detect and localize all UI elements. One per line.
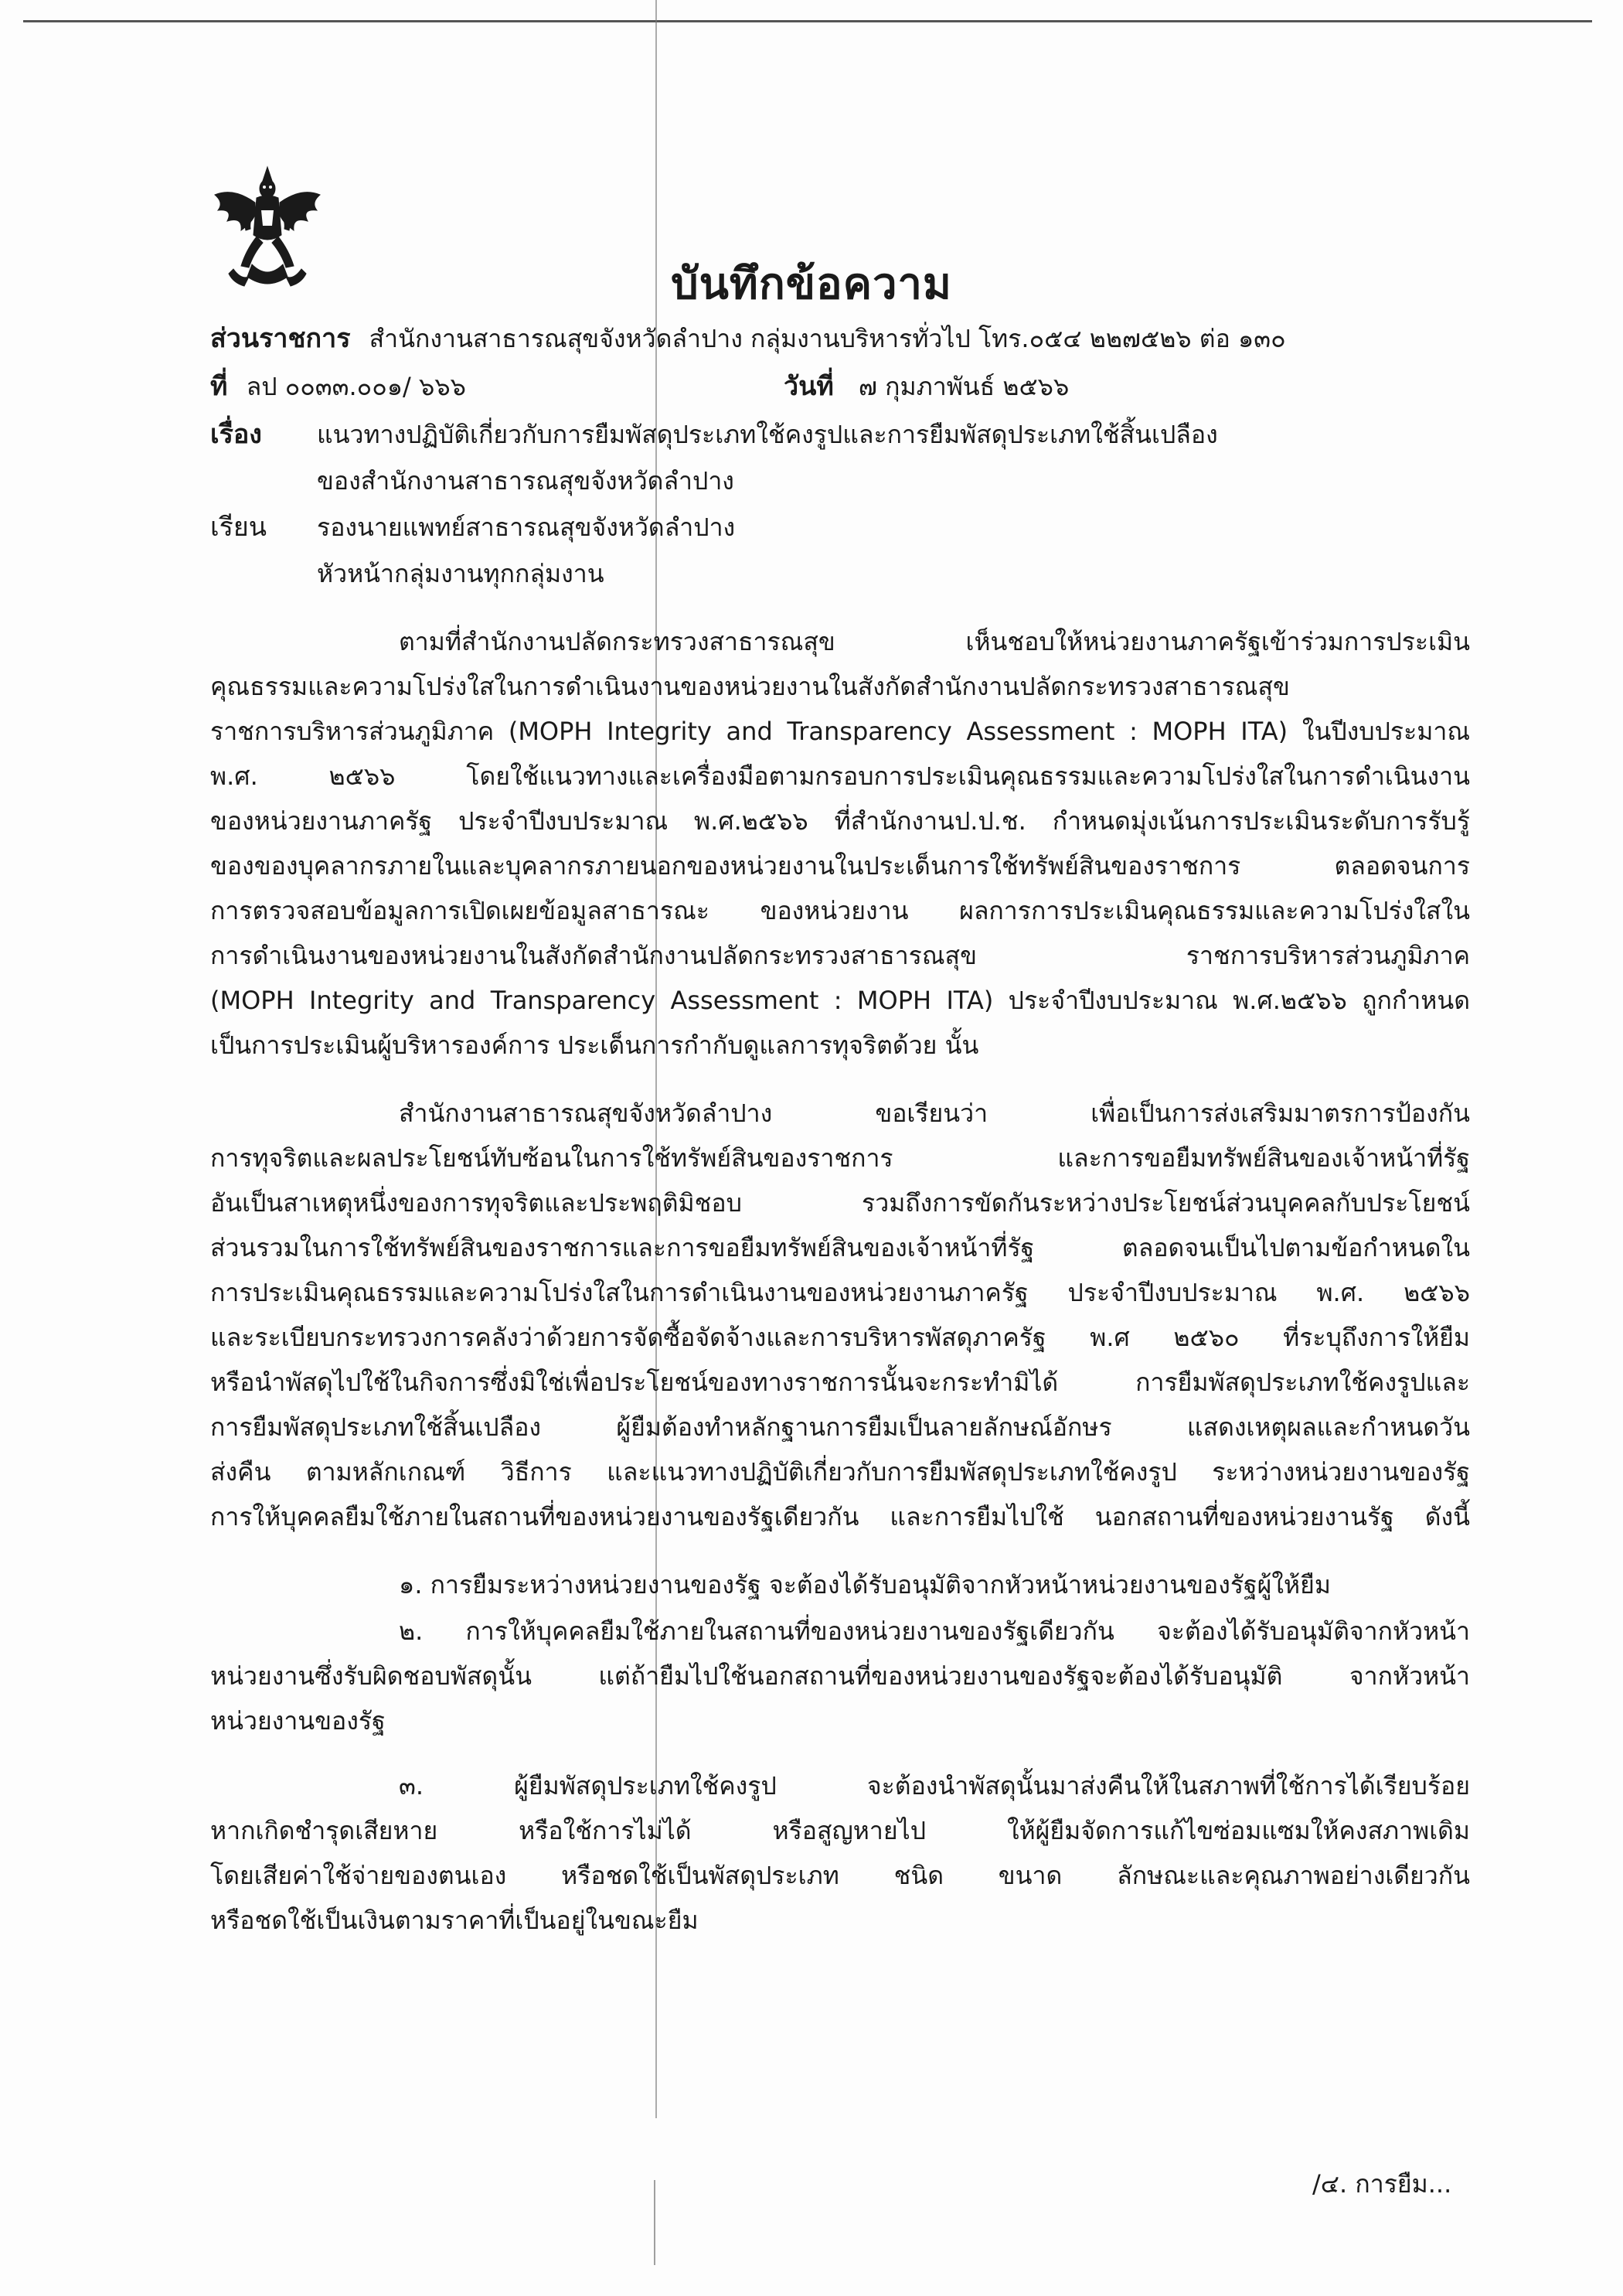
item-3-line: หากเกิดชำรุดเสียหาย หรือใช้การไม่ได้ หรือสูญหายไป ให้ผู้ยืมจัดการแก้ไขซ่อมแซมให้คงสภาพเดิม xyxy=(210,1816,1470,1845)
paragraph-2-line: การให้บุคคลยืมใช้ภายในสถานที่ของหน่วยงานของรัฐเดียวกัน และการยืมไปใช้ นอกสถานที่ของหน่วยงานรัฐ ดังนี้ xyxy=(210,1502,1470,1531)
item-2-line: หน่วยงานซึ่งรับผิดชอบพัสดุนั้น แต่ถ้ายืมไปใช้นอกสถานที่ของหน่วยงานของรัฐจะต้องได้รับอนุมัติ จากหัวหน้า xyxy=(210,1661,1470,1691)
fold-line-bottom xyxy=(654,2180,655,2265)
continuation-marker: /๔. การยืม... xyxy=(1312,2169,1452,2199)
subject-line-2: ของสำนักงานสาธารณสุขจังหวัดลำปาง xyxy=(317,466,734,496)
paragraph-2-line: การประเมินคุณธรรมและความโปร่งใสในการดำเนินงานของหน่วยงานภาครัฐ ประจำปีงบประมาณ พ.ศ. ๒๕๖๖ xyxy=(210,1278,1471,1307)
addressee-row xyxy=(210,512,267,543)
paragraph-2-line: ส่วนรวมในการใช้ทรัพย์สินของราชการและการขอยืมทรัพย์สินของเจ้าหน้าที่รัฐ ตลอดจนเป็นไปตามข้อกำหนดใน xyxy=(210,1233,1470,1262)
subject-row xyxy=(210,419,262,450)
item-3-line: ๓. ผู้ยืมพัสดุประเภทใช้คงรูป จะต้องนำพัสดุนั้นมาส่งคืนให้ในสภาพที่ใช้การได้เรียบร้อย xyxy=(399,1771,1470,1800)
agency-row xyxy=(210,323,1286,354)
paragraph-1-line: การตรวจสอบข้อมูลการเปิดเผยข้อมูลสาธารณะ ของหน่วยงาน ผลการการประเมินคุณธรรมและความโปร่งใสใน xyxy=(210,896,1470,925)
item-2-line: หน่วยงานของรัฐ xyxy=(210,1706,386,1736)
reference-number: ลป ๐๐๓๓.๐๐๑/ ๖๖๖ xyxy=(246,372,466,401)
paragraph-2-line: และระเบียบกระทรวงการคลังว่าด้วยการจัดซื้อจัดจ้างและการบริหารพัสดุภาครัฐ พ.ศ ๒๕๖๐ ที่ระบุถึงการให้ยืม xyxy=(210,1323,1471,1352)
addressee-label: เรียน xyxy=(210,512,267,543)
paragraph-1-line: ตามที่สำนักงานปลัดกระทรวงสาธารณสุข เห็นชอบให้หน่วยงานภาครัฐเข้าร่วมการประเมิน xyxy=(399,627,1470,656)
paragraph-2-line: สำนักงานสาธารณสุขจังหวัดลำปาง ขอเรียนว่า เพื่อเป็นการส่งเสริมมาตรการป้องกัน xyxy=(399,1099,1470,1128)
addressee-line-2: หัวหน้ากลุ่มงานทุกกลุ่มงาน xyxy=(317,559,604,588)
paragraph-2-line: อันเป็นสาเหตุหนึ่งของการทุจริตและประพฤติมิชอบ รวมถึงการขัดกันระหว่างประโยชน์ส่วนบุคคลกับประโยชน์ xyxy=(210,1188,1470,1218)
paragraph-2-line: การยืมพัสดุประเภทใช้สิ้นเปลือง ผู้ยืมต้องทำหลักฐานการยืมเป็นลายลักษณ์อักษร แสดงเหตุผลและกำหนดวัน xyxy=(210,1412,1470,1442)
paragraph-1-line: การดำเนินงานของหน่วยงานในสังกัดสำนักงานปลัดกระทรวงสาธารณสุข ราชการบริหารส่วนภูมิภาค xyxy=(210,941,1470,970)
date-value: ๗ กุมภาพันธ์ ๒๕๖๖ xyxy=(858,372,1070,401)
item-3-line: หรือชดใช้เป็นเงินตามราคาที่เป็นอยู่ในขณะยืม xyxy=(210,1906,699,1935)
paragraph-2-line: ส่งคืน ตามหลักเกณฑ์ วิธีการ และแนวทางปฏิบัติเกี่ยวกับการยืมพัสดุประเภทใช้คงรูป ระหว่างหน่วยงานของรัฐ xyxy=(210,1457,1470,1487)
reference-label: ที่ xyxy=(210,371,228,402)
reference-row xyxy=(210,371,466,402)
paragraph-2-line: หรือนำพัสดุไปใช้ในกิจการซึ่งมิใช่เพื่อประโยชน์ของทางราชการนั้นจะกระทำมิได้ การยืมพัสดุประเภทใช้คงรูปและ xyxy=(210,1368,1470,1397)
paragraph-1-line: ของของบุคลากรภายในและบุคลากรภายนอกของหน่วยงานในประเด็นการใช้ทรัพย์สินของราชการ ตลอดจนการ xyxy=(210,851,1470,881)
paragraph-2-line: การทุจริตและผลประโยชน์ทับซ้อนในการใช้ทรัพย์สินของราชการ และการขอยืมทรัพย์สินของเจ้าหน้าที่รัฐ xyxy=(210,1143,1470,1173)
paragraph-1-line: พ.ศ. ๒๕๖๖ โดยใช้แนวทางและเครื่องมือตามกรอบการประเมินคุณธรรมและความโปร่งใสในการดำเนินงาน xyxy=(210,761,1470,791)
paragraph-1-line: คุณธรรมและความโปร่งใสในการดำเนินงานของหน่วยงานในสังกัดสำนักงานปลัดกระทรวงสาธารณสุข xyxy=(210,672,1290,701)
paragraph-1-line: ราชการบริหารส่วนภูมิภาค (MOPH Integrity and Transparency Assessment : MOPH ITA) ในปีงบประมาณ xyxy=(210,717,1470,746)
document-title: บันทึกข้อความ xyxy=(671,259,952,309)
date-row xyxy=(784,371,1069,402)
item-2-line: ๒. การให้บุคคลยืมใช้ภายในสถานที่ของหน่วยงานของรัฐเดียวกัน จะต้องได้รับอนุมัติจากหัวหน้า xyxy=(399,1616,1470,1646)
paragraph-1-line: (MOPH Integrity and Transparency Assessment : MOPH ITA) ประจำปีงบประมาณ พ.ศ.๒๕๖๖ ถูกกำหนด xyxy=(210,986,1470,1015)
item-1-line: ๑. การยืมระหว่างหน่วยงานของรัฐ จะต้องได้รับอนุมัติจากหัวหน้าหน่วยงานของรัฐผู้ให้ยืม xyxy=(399,1570,1331,1599)
agency-value: สำนักงานสาธารณสุขจังหวัดลำปาง กลุ่มงานบริหารทั่วไป โทร.๐๕๔ ๒๒๗๕๒๖ ต่อ ๑๓๐ xyxy=(369,324,1286,353)
item-3-line: โดยเสียค่าใช้จ่ายของตนเอง หรือชดใช้เป็นพัสดุประเภท ชนิด ขนาด ลักษณะและคุณภาพอย่างเดียวกัน xyxy=(210,1861,1470,1890)
addressee-line-1: รองนายแพทย์สาธารณสุขจังหวัดลำปาง xyxy=(317,513,736,542)
date-label: วันที่ xyxy=(784,371,834,402)
paragraph-1-line: เป็นการประเมินผู้บริหารองค์การ ประเด็นการกำกับดูแลการทุจริตด้วย นั้น xyxy=(210,1030,979,1060)
agency-label: ส่วนราชการ xyxy=(210,323,351,354)
subject-label: เรื่อง xyxy=(210,419,262,450)
paragraph-1-line: ของหน่วยงานภาครัฐ ประจำปีงบประมาณ พ.ศ.๒๕๖๖ ที่สำนักงานป.ป.ช. กำหนดมุ่งเน้นการประเมินระดับการรับรู้ xyxy=(210,806,1470,836)
scan-border-line xyxy=(23,20,1592,22)
subject-line-1: แนวทางปฏิบัติเกี่ยวกับการยืมพัสดุประเภทใช้คงรูปและการยืมพัสดุประเภทใช้สิ้นเปลือง xyxy=(317,420,1218,449)
